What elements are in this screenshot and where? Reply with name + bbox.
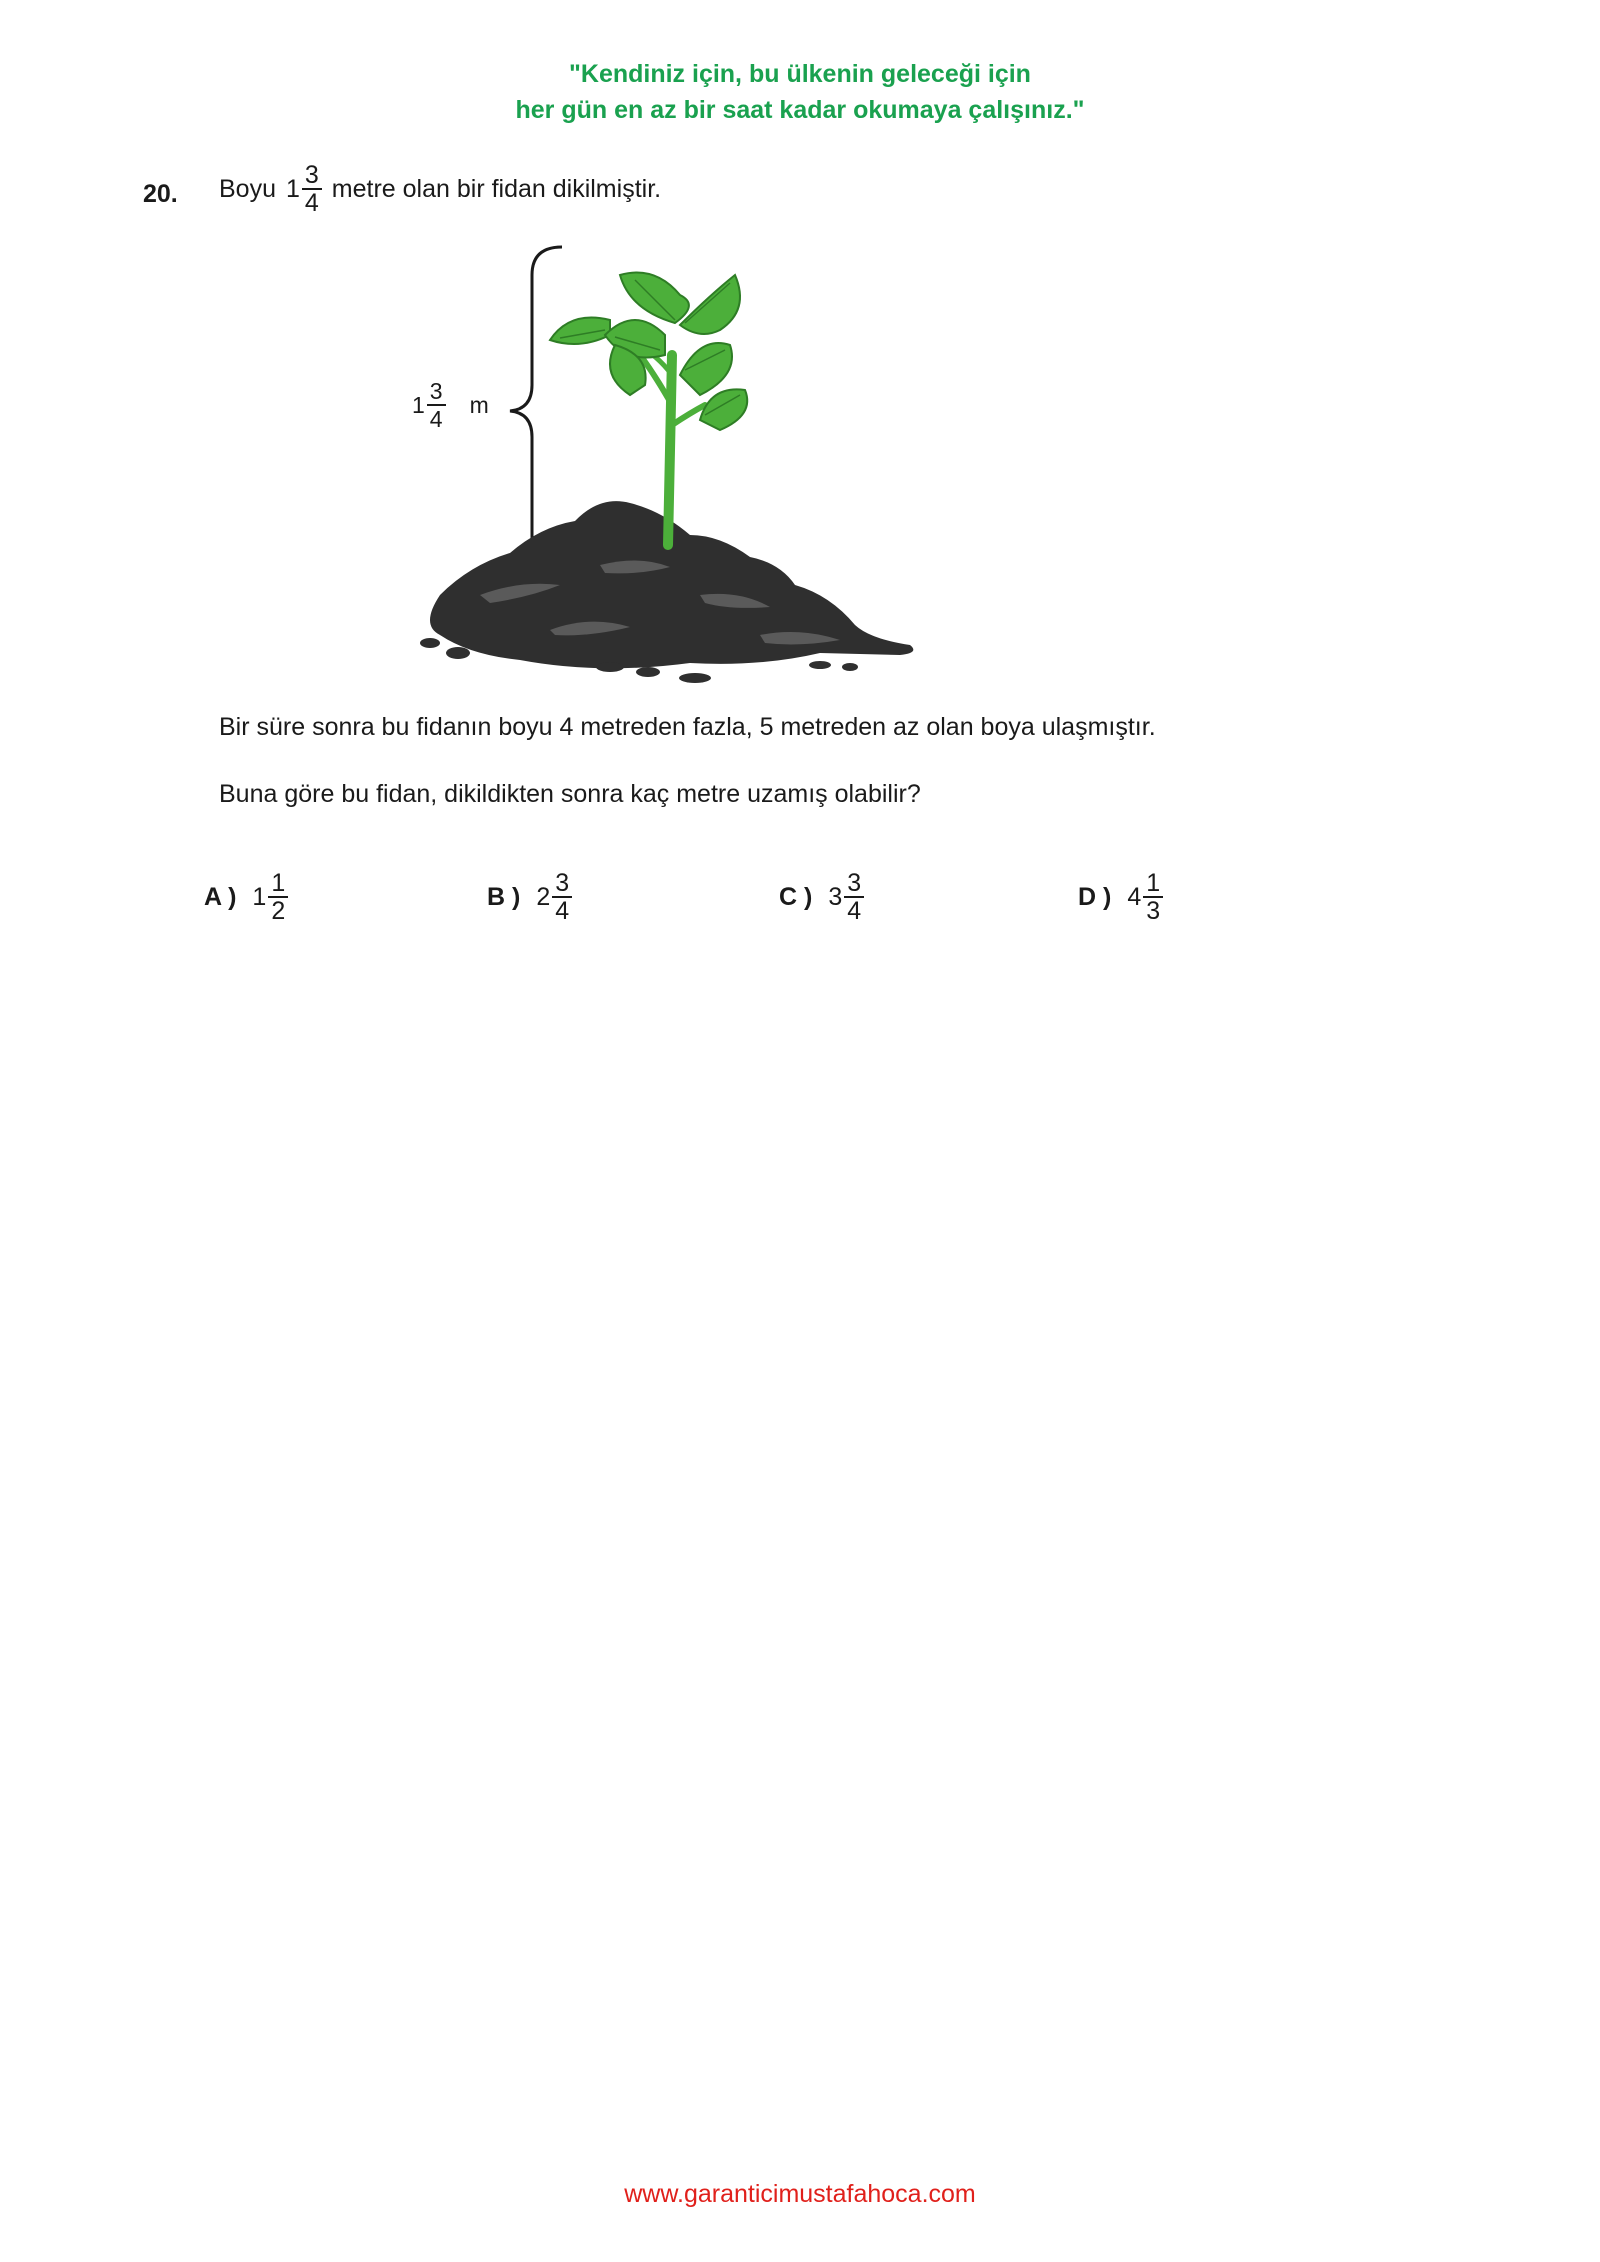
option-c-fraction (844, 870, 864, 924)
option-c-value (828, 870, 868, 924)
option-d-letter: D ) (1078, 882, 1112, 911)
option-b-fraction (552, 870, 572, 924)
option-b-numerator: 3 (552, 870, 572, 898)
option-a[interactable] (204, 870, 292, 924)
footer-url[interactable]: www.garanticimustafahoca.com (624, 2180, 976, 2208)
option-a-denominator: 2 (271, 897, 286, 925)
figure-numerator: 3 (427, 378, 446, 406)
motto-line-1: "Kendiniz için, bu ülkenin geleceği için (569, 60, 1031, 88)
option-b-letter: B ) (487, 882, 521, 911)
height-brace (510, 247, 562, 575)
option-c-whole: 3 (828, 882, 843, 911)
seedling-figure (400, 235, 930, 695)
stem-after: metre olan bir fidan dikilmiştir. (331, 174, 662, 203)
option-a-fraction (268, 870, 288, 924)
option-c-letter: C ) (779, 882, 813, 911)
option-c-denominator: 4 (847, 897, 862, 925)
motto-line-2: her gün en az bir saat kadar okumaya çalışınız." (515, 96, 1085, 124)
figure-fraction (427, 378, 446, 432)
question-number: 20. (143, 180, 178, 208)
option-c[interactable] (779, 870, 868, 924)
motto-header (0, 56, 1600, 128)
option-a-value (252, 870, 292, 924)
question-paragraph-2: Buna göre bu fidan, dikildikten sonra kaç metre uzamış olabilir? (219, 780, 921, 808)
figure-height-label (412, 378, 489, 432)
option-d[interactable] (1078, 870, 1167, 924)
option-b-whole: 2 (536, 882, 551, 911)
question-stem (219, 162, 661, 216)
stem-before: Boyu (219, 174, 276, 203)
option-d-value (1127, 870, 1167, 924)
figure-mixed-number (412, 378, 450, 432)
stem-mixed-number (286, 162, 326, 216)
option-a-letter: A ) (204, 882, 237, 911)
option-b-value (536, 870, 576, 924)
option-a-numerator: 1 (268, 870, 288, 898)
plant-leaves (550, 273, 747, 431)
option-b-denominator: 4 (555, 897, 570, 925)
option-c-numerator: 3 (844, 870, 864, 898)
stem-fraction (302, 162, 322, 216)
stem-whole: 1 (285, 174, 300, 203)
stem-denominator: 4 (304, 189, 319, 217)
figure-unit: m (469, 391, 489, 418)
option-d-numerator: 1 (1143, 870, 1163, 898)
question-paragraph-1: Bir süre sonra bu fidanın boyu 4 metreden fazla, 5 metreden az olan boya ulaşmıştır. (219, 713, 1156, 741)
stem-numerator: 3 (302, 162, 322, 190)
option-d-denominator: 3 (1146, 897, 1161, 925)
option-a-whole: 1 (252, 882, 267, 911)
option-d-whole: 4 (1127, 882, 1142, 911)
figure-whole: 1 (412, 391, 425, 418)
figure-denominator: 4 (429, 406, 443, 432)
option-b[interactable] (487, 870, 576, 924)
option-d-fraction (1143, 870, 1163, 924)
